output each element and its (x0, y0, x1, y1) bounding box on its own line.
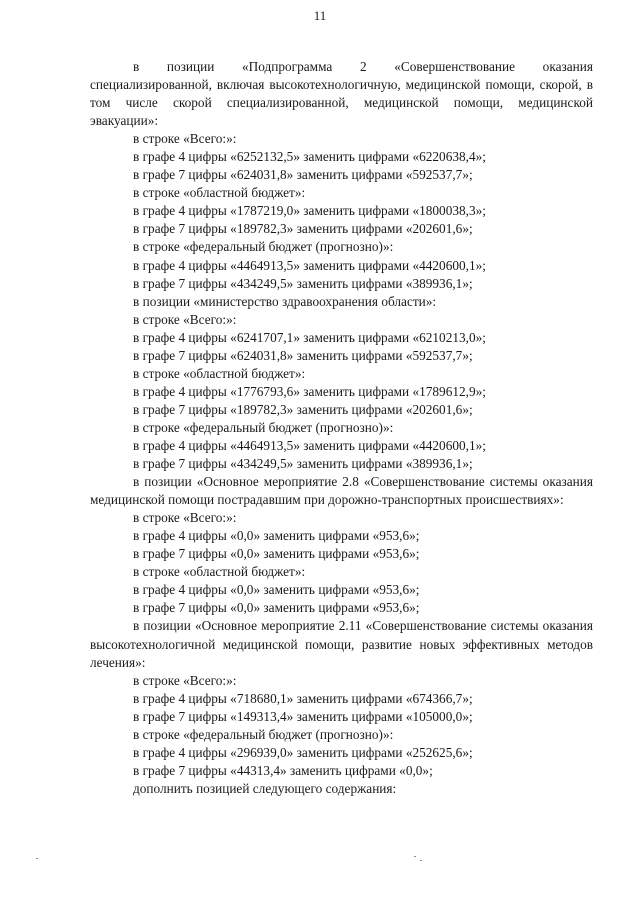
scan-speck (420, 860, 422, 861)
amendment-line: в графе 4 цифры «4464913,5» заменить цифрами «4420600,1»; (133, 257, 486, 273)
amendment-line: в графе 7 цифры «434249,5» заменить цифрами «389936,1»; (133, 275, 473, 291)
scan-speck (414, 856, 416, 857)
amendment-line: в строке «Всего:»: (133, 311, 237, 327)
amendment-line: в строке «Всего:»: (133, 131, 237, 147)
section-activity-2-11 (90, 617, 593, 797)
amendment-line: в строке «областной бюджет»: (133, 365, 306, 381)
amendment-line: в графе 4 цифры «0,0» заменить цифрами «953,6»; (133, 528, 420, 544)
amendment-line: в графе 7 цифры «189782,3» заменить цифрами «202601,6»; (133, 401, 473, 417)
amendment-line: в графе 7 цифры «0,0» заменить цифрами «953,6»; (133, 600, 420, 616)
amendment-line: в строке «федеральный бюджет (прогнозно)»: (133, 419, 394, 435)
page-number: 11 (313, 8, 327, 23)
amendment-line: в графе 4 цифры «6241707,1» заменить цифрами «6210213,0»; (133, 329, 486, 345)
amendment-line: в графе 4 цифры «4464913,5» заменить цифрами «4420600,1»; (133, 437, 486, 453)
scan-speck (36, 858, 38, 859)
amendment-line: в графе 4 цифры «718680,1» заменить цифрами «674366,7»; (133, 690, 473, 706)
amendment-line: в графе 4 цифры «0,0» заменить цифрами «953,6»; (133, 582, 420, 598)
amendment-line: в графе 7 цифры «189782,3» заменить цифрами «202601,6»; (133, 221, 473, 237)
amendment-line: в графе 4 цифры «6252132,5» заменить цифрами «6220638,4»; (133, 149, 486, 165)
section-intro: в позиции «Основное мероприятие 2.11 «Совершенствование системы оказания высокотехнологичной медицинской помощи, развитие новых эффективных методов лечения»: (90, 618, 593, 670)
section-activity-2-8 (90, 473, 593, 617)
amendment-line: в строке «федеральный бюджет (прогнозно)»: (133, 726, 394, 742)
amendment-line: в графе 4 цифры «1787219,0» заменить цифрами «1800038,3»; (133, 203, 486, 219)
amendment-line: в графе 7 цифры «624031,8» заменить цифрами «592537,7»; (133, 167, 473, 183)
amendment-line: в строке «Всего:»: (133, 672, 237, 688)
amendment-line: в строке «областной бюджет»: (133, 185, 306, 201)
amendment-line: в графе 7 цифры «0,0» заменить цифрами «953,6»; (133, 546, 420, 562)
amendment-line: в строке «Всего:»: (133, 510, 237, 526)
amendment-line: в строке «областной бюджет»: (133, 564, 306, 580)
amendment-line: в графе 4 цифры «1776793,6» заменить цифрами «1789612,9»; (133, 383, 486, 399)
amendment-line: в строке «федеральный бюджет (прогнозно)»: (133, 239, 394, 255)
amendment-line: в позиции «министерство здравоохранения области»: (133, 293, 437, 309)
amendment-line: в графе 4 цифры «296939,0» заменить цифрами «252625,6»; (133, 744, 473, 760)
section-intro: в позиции «Подпрограмма 2 «Совершенствование оказания специализированной, включая высокотехнологичную, медицинской помощи, скорой, в том числе скорой специализированной, медицинской помощи, медицинской эвакуации»: (90, 59, 593, 129)
amendment-line: в графе 7 цифры «624031,8» заменить цифрами «592537,7»; (133, 347, 473, 363)
amendment-line: в графе 7 цифры «149313,4» заменить цифрами «105000,0»; (133, 708, 473, 724)
amendment-line: в графе 7 цифры «434249,5» заменить цифрами «389936,1»; (133, 456, 473, 472)
amendment-line: дополнить позицией следующего содержания: (133, 780, 397, 796)
section-intro: в позиции «Основное мероприятие 2.8 «Совершенствование системы оказания медицинской помощи пострадавшим при дорожно-транспортных происшествиях»: (90, 474, 593, 508)
document-body (90, 58, 593, 798)
amendment-line: в графе 7 цифры «44313,4» заменить цифрами «0,0»; (133, 762, 433, 778)
section-subprogram-2 (90, 58, 593, 473)
